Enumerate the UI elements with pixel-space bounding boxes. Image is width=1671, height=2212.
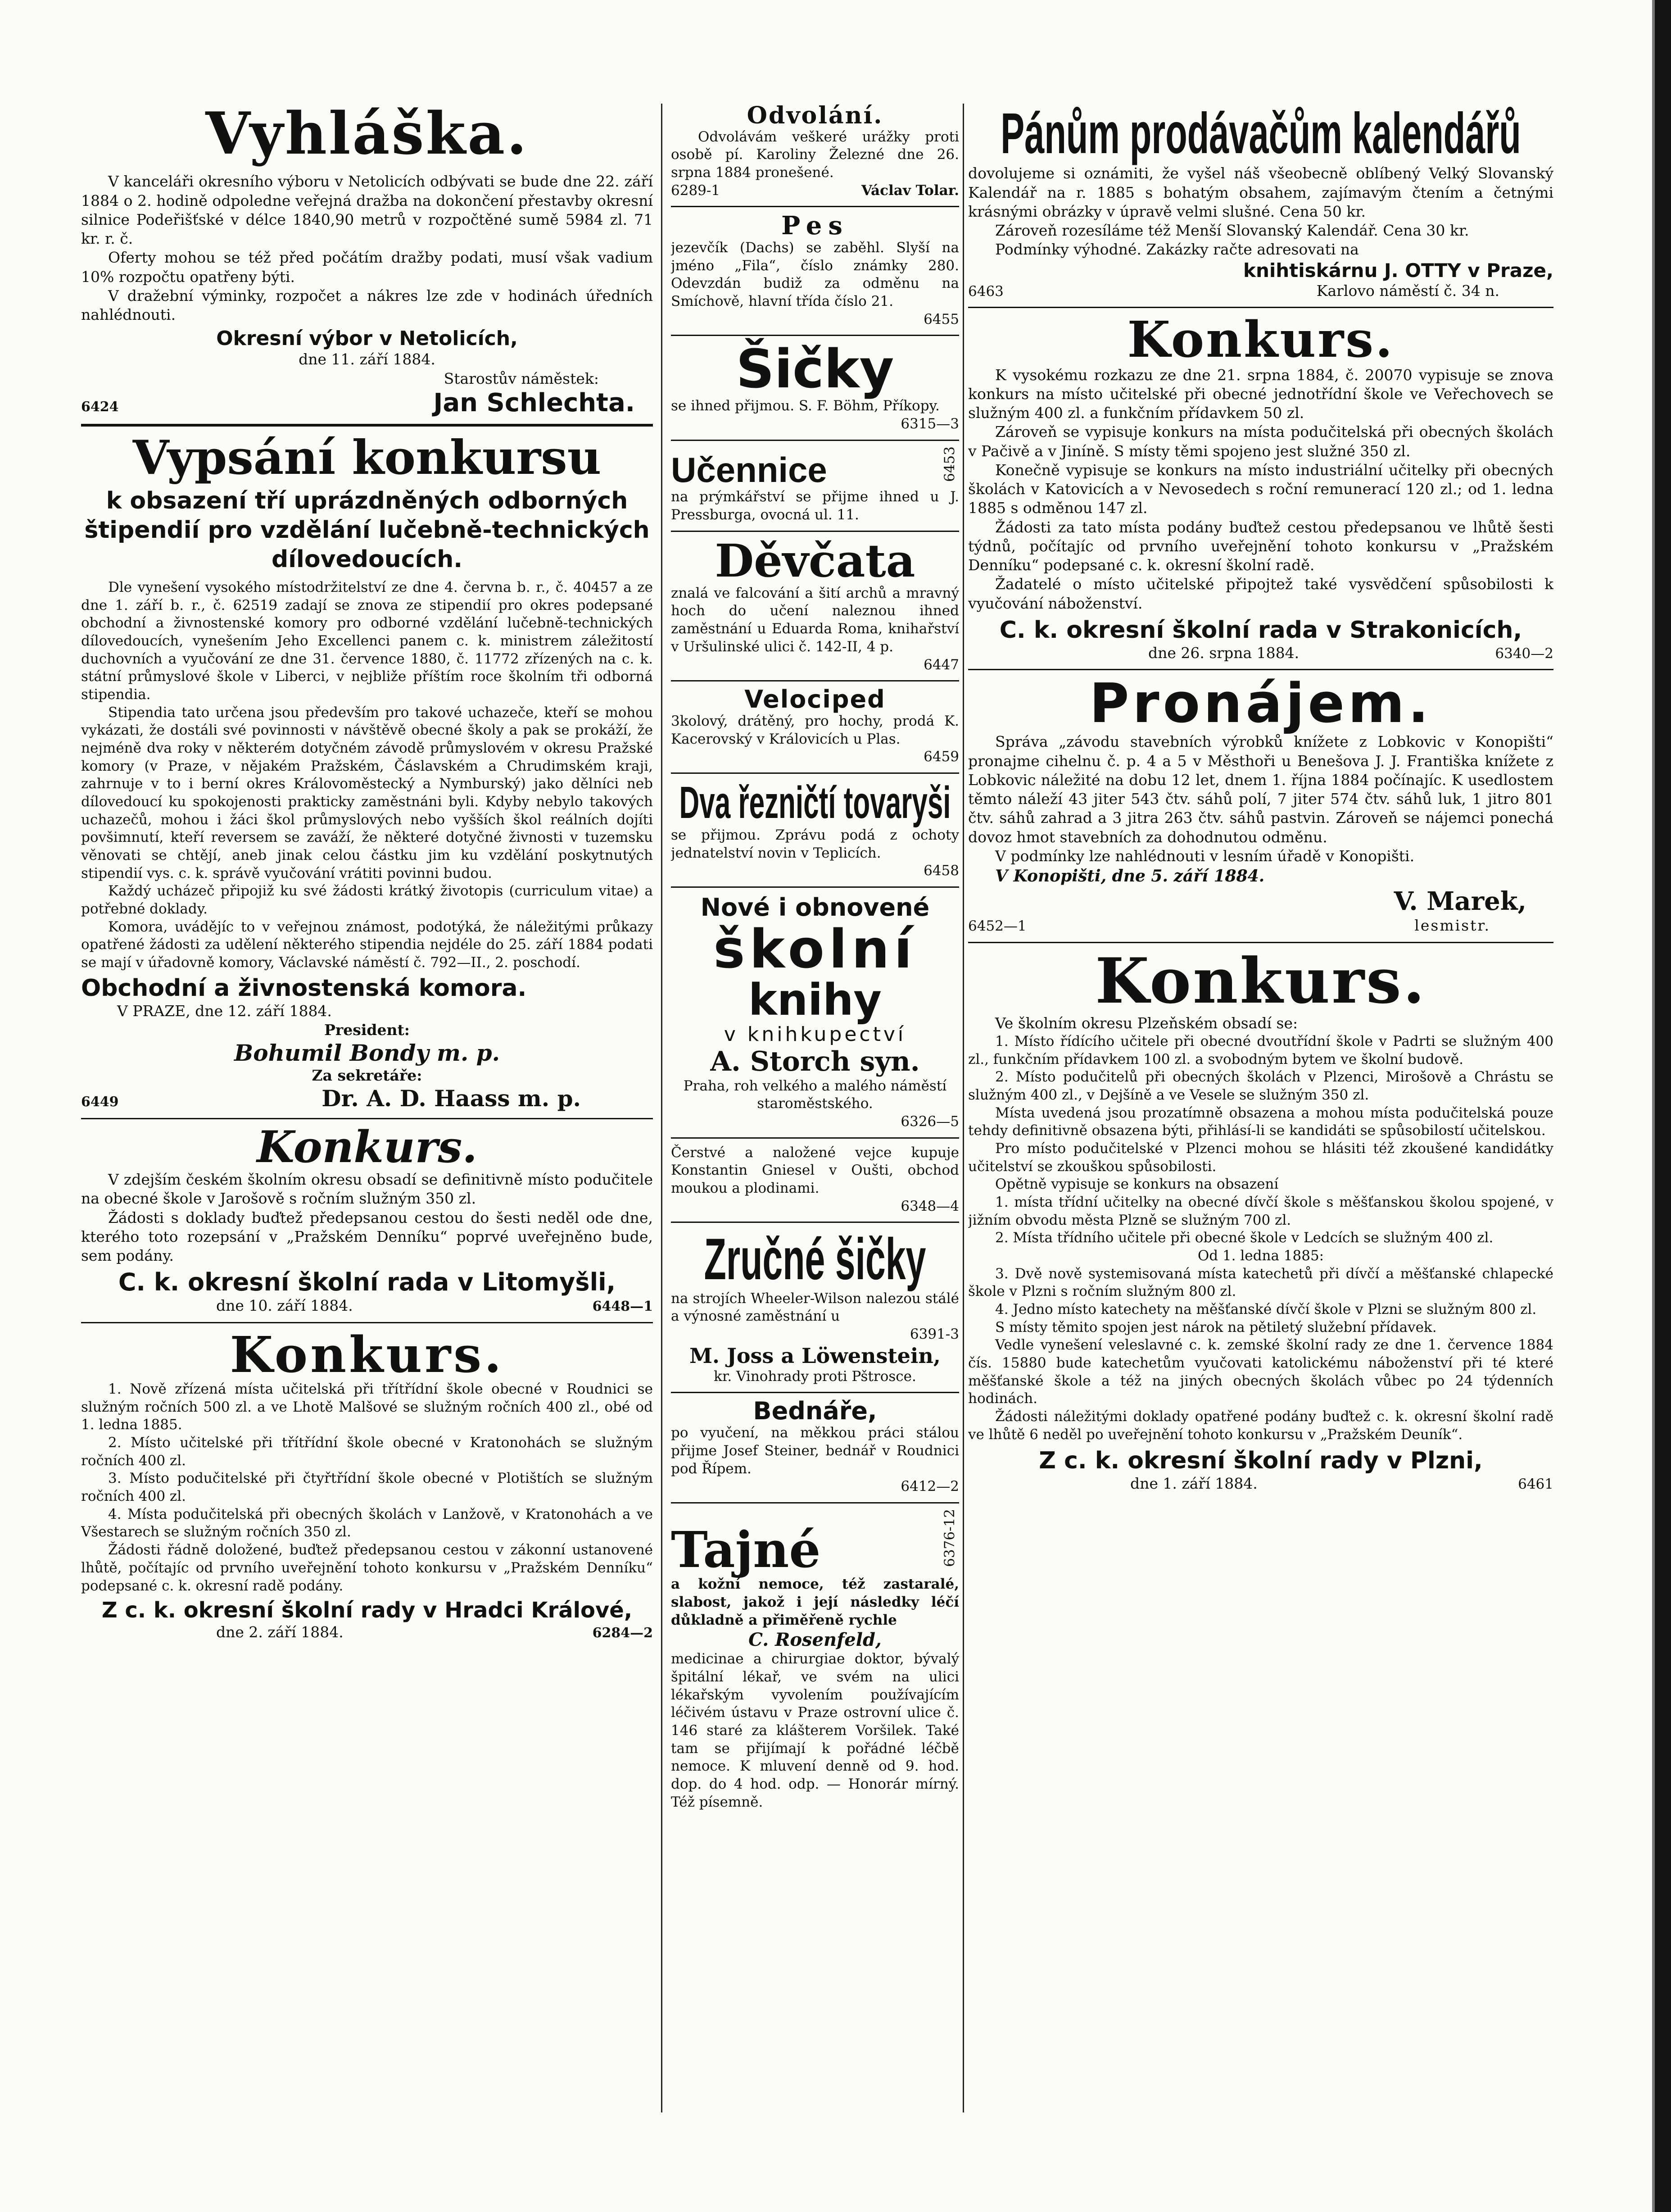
ad-konkurs-litomysl — [81, 1122, 653, 1315]
ad-text: Žadatelé o místo učitelské připojtež také vysvědčení spůsobilosti k vyučování náboženství. — [968, 575, 1553, 612]
ad-date: V PRAZE, dne 12. září 1884. — [117, 1002, 332, 1020]
ad-signer: Z c. k. okresní školní rady v Hradci Králové, — [101, 1598, 633, 1623]
divider — [671, 440, 959, 441]
ad-text: K vysokému rozkazu ze dne 21. srpna 1884, č. 20070 vypisuje se znova konkurs na místo učitelské při obecné jednotřídní škole ve Veřechovech se služným 400 zl. a funkčním přídavkem 50 zl. — [968, 366, 1553, 422]
ad-vyhlaska — [81, 104, 653, 418]
divider — [671, 1137, 959, 1139]
ad-side-number: 6376-12 — [942, 1508, 958, 1567]
ad-reznicti — [671, 779, 959, 880]
ad-text: Odvolávám veškeré urážky proti osobě pí. Karoliny Železné dne 26. srpna 1884 pronešené. — [671, 128, 959, 181]
ad-text: Podmínky výhodné. Zakázky račte adresovati na — [995, 241, 1359, 259]
divider — [671, 1222, 959, 1223]
ad-title: Bednáře, — [753, 1397, 877, 1426]
divider — [671, 680, 959, 681]
ad-text: 2. Místo podučitelů při obecných školách v Plzenci, Mirošově a Chrástu se služným 400 zl., v Dejšíně a ve Vesele se služným 350 zl. — [968, 1069, 1553, 1103]
ad-text: 4. Místa podučitelská při obecných školách v Lanžově, v Kratonohách a ve Všestarech se služným ročních 350 zl. — [81, 1506, 653, 1540]
ad-title: knihy — [748, 974, 882, 1025]
ad-number: 6461 — [1518, 1476, 1553, 1493]
ad-text: S místy těmito spojen jest nárok na pětiletý služební přídavek. — [995, 1319, 1437, 1335]
ad-odvolani — [671, 104, 959, 200]
ad-sicky — [671, 338, 959, 433]
ad-konkurs-hradec — [81, 1325, 653, 1642]
ad-number: 6463 — [968, 283, 1004, 300]
ad-title: Učennice — [671, 450, 827, 490]
ad-text: Správa „závodu stavebních výrobků knížete z Lobkovic v Konopišti“ pronajme cihelnu č. p. 4 a 5 v Městhoři u Benešova J. J. Františka knížete z Lobkovic náležité na dobu 12 let, dnem 1. října 1884 počínajíc. K usedlostem těmto náleží 43 jiter 543 čtv. sáhů polí, 7 jiter 574 čtv. sáhů luk, 1 jitro 801 čtv. sáhů zahrad a 3 jitra 263 čtv. sáhů pastvin. Zároveň se nájemci ponechá dovoz hmot stavebních za dohodnutou odměnu. — [968, 733, 1553, 846]
ad-name: Dr. A. D. Haass m. p. — [322, 1085, 581, 1112]
ad-date: dne 26. srpna 1884. — [1148, 644, 1300, 662]
ad-title: Děvčata — [715, 534, 915, 587]
ad-number: 6412—2 — [901, 1478, 959, 1495]
ad-name: Bohumil Bondy m. p. — [234, 1040, 500, 1067]
ad-konkurs-plzen — [968, 944, 1553, 1494]
ad-number: 6455 — [924, 311, 959, 327]
ad-title: Konkurs. — [1095, 944, 1426, 1017]
ad-pronajem — [968, 672, 1553, 935]
ad-name: M. Joss a Löwenstein, — [689, 1343, 941, 1368]
ad-title: Pronájem. — [1089, 672, 1432, 736]
column-left — [81, 104, 653, 2176]
ad-text: Ve školním okresu Plzeňském obsadí se: — [995, 1014, 1298, 1032]
ad-text: Praha, roh velkého a malého náměstí staroměstského. — [683, 1077, 947, 1112]
ad-role: lesmistr. — [1414, 917, 1490, 935]
ad-title: Dva řezničtí tovaryši — [679, 777, 951, 828]
ad-bednare — [671, 1399, 959, 1495]
ad-text: dovolujeme si oznámiti, že vyšel náš všeobecně oblíbený Velký Slovanský Kalendář na r. 1885 s bohatým obsahem, zajímavým čtením a četnými krásnými obrázky v úpravě velmi slušné. Cena 50 kr. — [968, 164, 1553, 220]
ad-number: 6340—2 — [1495, 645, 1553, 662]
ad-date: dne 11. září 1884. — [299, 350, 435, 368]
ad-number: 6452—1 — [968, 918, 1027, 935]
ad-text: Oferty mohou se též před počátím dražby podati, musí však vadium 10% rozpočtu opatřeny býti. — [81, 249, 653, 286]
ad-text: medicinae a chirurgiae doktor, bývalý špitální lékař, ve svém na ulici lékařským vyvolením používajícím léčivém ústavu v Praze ostrovní ulice č. 146 staré za klášterem Voršilek. Také tam se přijímají k pořádné léčbě nemoce. K mluvení denně od 9. hod. dop. do 4 hod. odp. — Honorár mírný. Též písemně. — [671, 1651, 959, 1810]
ad-text: Čerstvé a naložené vejce kupuje Konstantin Gniesel v Oušti, obchod moukou a plodinami. — [671, 1144, 959, 1196]
ad-title: Pes — [781, 211, 849, 241]
ad-title: Konkurs. — [257, 1122, 477, 1173]
ad-text: V kanceláři okresního výboru v Netolicích odbývati se bude dne 22. září 1884 o 2. hodině odpoledne veřejná dražba na dokončení přestavby okresní silnice Podeřišťské v délce 1840,90 metrů v rozpočtěné sumě 5984 zl. 71 kr. r. č. — [81, 173, 653, 248]
ad-text: 3kolový, drátěný, pro hochy, prodá K. Kacerovský v Královicích u Plas. — [671, 713, 959, 747]
ad-title: Konkurs. — [1127, 310, 1395, 369]
ad-firm: knihtiskárnu J. OTTY v Praze, — [1243, 259, 1553, 282]
ad-name: V. Marek, — [1394, 886, 1526, 917]
divider — [671, 1502, 959, 1503]
divider — [671, 206, 959, 207]
ad-title: Tajné — [671, 1520, 821, 1579]
divider — [671, 335, 959, 336]
ad-role: President: — [324, 1021, 410, 1039]
column-rule — [963, 104, 964, 2112]
ad-title: Velociped — [744, 685, 886, 714]
ad-subtitle: k obsazení tří uprázdněných odborných štipendií pro vzdělání lučebně-technických dílovedoucích. — [84, 487, 650, 573]
divider — [81, 1118, 653, 1119]
ad-doctor: C. Rosenfeld, — [748, 1629, 882, 1651]
ad-title: Vyhláška. — [205, 104, 529, 168]
ad-text: 1. místa třídní učitelky na obecné dívčí škole s měšťanskou školou spojené, v jižním obvodu města Plzně se služným 700 zl. — [968, 1194, 1553, 1228]
divider — [671, 772, 959, 774]
ad-text: V dražební výminky, rozpočet a nákres lze zde v hodinách úředních nahlédnouti. — [81, 286, 653, 324]
ad-text: na prýmkářství se přijme ihned u J. Pressburga, ovocná ul. 11. — [671, 489, 959, 523]
ad-number: 6449 — [81, 1094, 119, 1110]
ad-tajne — [671, 1509, 959, 1811]
ad-text: znalá ve falcování a šití archů a mravný hoch do učení naleznou ihned zaměstnání u Eduarda Roma, knihařství v Uršulinské ulici č. 142-II, 4 p. — [671, 585, 959, 655]
ad-text: Dle vynešení vysokého místodržitelství ze dne 4. června b. r., č. 40457 a ze dne 1. září b. r., č. 62519 zadají se znova ze stipendií pro okres podepsané obchodní a živnostenské komory pro odborné vzdělání lučebně-technických dílovedoucích, vynešením Jeho Excellenci panem c. k. ministrem záležitostí duchovních a vyučování ze dne 31. července 1880, č. 11772 zřízených na c. k. státní průmyslové škole v Liberci, v nejbliže příštím roce školním tři odborná stipendia. — [81, 579, 653, 703]
ad-text: jezevčík (Dachs) se zaběhl. Slyší na jméno „Fila“, číslo známky 280. Odevzdán budiž za odměnu na Smíchově, hlavní třída číslo 21. — [671, 240, 959, 310]
ad-number: 6458 — [924, 863, 959, 879]
ad-text: Komora, uvádějíc to v veřejnou známost, podotýká, že náležitými průkazy opatřené žádosti za udělení některého stipendia nejdéle do 25. září 1884 podati se mají v úřadovně komory, Václavské náměstí č. 792—II., 2. poschodí. — [81, 918, 653, 971]
ad-number: 6348—4 — [901, 1198, 959, 1214]
ad-text: Konečně vypisuje se konkurs na místo industriální učitelky při obecných školách v Katovicích a v Nevosedech s roční remunerací 120 zl.; od 1. ledna 1885 s odměnou 147 zl. — [968, 461, 1553, 517]
divider — [81, 424, 653, 427]
ad-signer: Okresní výbor v Netolicích, — [216, 327, 518, 350]
divider — [81, 1322, 653, 1323]
ad-place: V Konopišti, dne 5. září 1884. — [995, 867, 1265, 886]
ad-date: dne 10. září 1884. — [216, 1297, 353, 1315]
scan-edge — [1655, 0, 1671, 2212]
ad-text: 2. Místa třídního učitele při obecné škole v Ledcích se služným 400 zl. — [995, 1230, 1494, 1246]
ad-pes — [671, 213, 959, 328]
ad-number: 6315—3 — [901, 416, 959, 432]
ad-text: 1. Nově zřízená místa učitelská při třítřídní škole obecné v Roudnici se služným ročních 500 zl. a ve Lhotě Malšové se služným ročních 400 zl., obé od 1. ledna 1885. — [81, 1381, 653, 1433]
divider — [968, 942, 1553, 943]
ad-signer: Z c. k. okresní školní rady v Plzni, — [1039, 1447, 1483, 1475]
ad-signer: C. k. okresní školní rada v Strakonicích, — [999, 616, 1522, 644]
ad-text: se přijmou. Zprávu podá z ochoty jednatelství novin v Teplicích. — [671, 827, 959, 861]
ad-address: kr. Vinohrady proti Pštrosce. — [714, 1368, 916, 1385]
ad-velociped — [671, 687, 959, 766]
ad-signer: C. k. okresní školní rada v Litomyšli, — [118, 1268, 616, 1297]
ad-text: Žádosti za tato místa podány buďtež cestou předepsanou ve lhůtě šesti týdnů, počítajíc od prvního uveřejnění tohoto konkursu v „Pražském Denníku“ podepsané c. k. okresní školní radě. — [968, 518, 1553, 574]
ad-text: Každý ucházeč připojiž ku své žádosti krátký životopis (curriculum vitae) a potřebné doklady. — [81, 883, 653, 918]
ad-name: Jan Schlechta. — [433, 388, 635, 418]
ad-text: po vyučení, na měkkou práci stálou přijme Josef Steiner, bednář v Roudnici pod Řípem. — [671, 1425, 959, 1477]
ad-text: V zdejším českém školním okresu obsadí se definitivně místo podučitele na obecné škole v Jarošově s ročním služným 350 zl. — [81, 1171, 653, 1208]
ad-role: Starostův náměstek: — [444, 369, 599, 387]
ad-address: Karlovo náměstí č. 34 n. — [1316, 282, 1499, 300]
ad-number: 6391-3 — [910, 1326, 959, 1343]
ad-title: školní — [713, 918, 917, 980]
ad-text: Opětně vypisuje se konkurs na obsazení — [995, 1176, 1279, 1193]
column-middle — [671, 104, 959, 2176]
ad-kalendare — [968, 104, 1553, 300]
ad-title: Konkurs. — [230, 1325, 504, 1384]
ad-date: dne 2. září 1884. — [216, 1623, 344, 1641]
ad-side-number: 6453 — [942, 446, 958, 482]
ad-line: v knihkupectví — [724, 1022, 906, 1046]
ad-text: Zároveň se vypisuje konkurs na místa podučitelská při obecných školách v Pačivě a v Jiníně. S místy těmi spojeno jest služné 350 zl. — [968, 423, 1553, 460]
ad-name: Václav Tolar. — [861, 182, 959, 199]
ad-number: 6284—2 — [592, 1625, 653, 1641]
ad-firm: A. Storch syn. — [710, 1045, 920, 1077]
ad-title: Zručné šičky — [704, 1226, 926, 1292]
ad-vejce — [671, 1144, 959, 1216]
ad-text: Žádosti řádně doložené, buďtež předepsanou cestou v zákonní ustanovené lhůtě, počítajíc od prvního uveřejnění tohoto konkursu v „Pražském Denníku“ podepsané c. k. okresní radě podány. — [81, 1542, 653, 1594]
ad-text: na strojích Wheeler-Wilson nalezou stálé a výnosné zaměstnání u — [671, 1290, 959, 1325]
divider — [968, 307, 1553, 308]
ad-title: Šičky — [736, 338, 894, 400]
ad-ucennice — [671, 446, 959, 524]
ad-text: a kožní nemoce, též zastaralé, slabost, jakož i její následky léčí důkladně a přiměřeně rychle — [671, 1576, 959, 1628]
ad-title: Odvolání. — [747, 104, 883, 129]
ad-devcata — [671, 534, 959, 674]
ad-number: 6447 — [924, 656, 959, 673]
ad-text: V podmínky lze nahlédnouti v lesním úřadě v Konopišti. — [995, 847, 1415, 865]
ad-zrucne-sicky — [671, 1228, 959, 1385]
ad-number: 6459 — [924, 749, 959, 765]
divider — [671, 886, 959, 888]
ad-text: Žádosti náležitými doklady opatřené podány buďtež c. k. okresní školní radě ve lhůtě 6 neděl po uveřejnění tohoto konkursu v „Pražském Deuník“. — [968, 1408, 1553, 1443]
ad-date: dne 1. září 1884. — [1130, 1475, 1258, 1493]
column-rule — [661, 104, 662, 2112]
ad-number: 6289-1 — [671, 182, 720, 199]
ad-text: 1. Místo řídícího učitele při obecné dvoutřídní škole v Padrti se služným 400 zl., funkčním přídavkem 100 zl. a svobodným bytem ve školní budově. — [968, 1033, 1553, 1067]
ad-text: 3. Místo podučitelské při čtyřtřídní škole obecné v Plotištích se služným ročních 400 zl. — [81, 1470, 653, 1505]
ad-number: 6448—1 — [592, 1299, 653, 1315]
divider — [671, 1392, 959, 1393]
ad-text: se ihned přijmou. S. F. Böhm, Příkopy. — [671, 398, 940, 414]
column-right — [968, 104, 1553, 2176]
ad-text: Vedle vynešení veleslavné c. k. zemské školní rady ze dne 1. července 1884 čís. 15880 bude katechetům vyučovati katolickému náboženství při té které měšťanské škole a též na jiných obecných školách vůbec po 24 týdenních hodinách. — [968, 1337, 1553, 1407]
ad-number: 6424 — [81, 399, 119, 415]
ad-role: Za sekretáře: — [312, 1067, 422, 1085]
ad-text: Zároveň rozesíláme též Menší Slovanský Kalendář. Cena 30 kr. — [995, 222, 1469, 240]
ad-text: 4. Jedno místo katechety na měšťanské dívčí škole v Plzni se služným 800 zl. — [995, 1301, 1537, 1318]
ad-text: Žádosti s doklady buďtež předepsanou cestou do šesti neděl ode dne, kterého toto rozepsání v „Pražském Denníku“ poprvé uveřejněno bude, sem podány. — [81, 1208, 653, 1265]
ad-signer: Obchodní a živnostenská komora. — [81, 974, 527, 1002]
ad-konkurs-strakonice — [968, 310, 1553, 663]
ad-line: Nové i obnovené — [700, 893, 930, 922]
ad-text: Pro místo podučitelské v Plzenci mohou se hlásiti též zkoušené kandidátky učitelství se zkouškou spůsobilosti. — [968, 1140, 1553, 1175]
ad-text: Od 1. ledna 1885: — [1197, 1248, 1324, 1264]
ad-text: Stipendia tato určena jsou především pro takové uchazeče, kteří se mohou vykázati, že dostáli své povinnosti v návštěvě obecné školy a pak se prokáží, že nejméně dva roky v některém dotyčném závodě průmyslovém v okresu Pražské komory (v Praze, v nějakém Pražském, Čáslavském a Chrudimském kraji, zahrnuje v to i berní okres Královoměstecký a Nymburský) jako dělníci neb dílovedoucí ku spokojenosti prakticky zaměstnáni byli. Kdyby nebylo takových uchazečů, mohou i žáci škol průmyslových nebo vyšších škol reálních dojíti povšimnutí, kteří reversem se zaváží, že některé dotyčné živnosti v tuzemsku věnovati se chtějí, aneb jinak celou částku jim ku vzdělání poskytnutých stipendií vys. c. k. správě vyučování vrátiti povinni budou. — [81, 704, 653, 881]
ad-konkursu — [81, 429, 653, 1112]
ad-text: Místa uvedená jsou prozatímně obsazena a mohou místa podučitelská pouze tehdy definitivně obsazena býti, přihlásí-li se kandidáti se spůsobilostí učitelskou. — [968, 1104, 1553, 1139]
scan-edge-shadow — [1652, 0, 1655, 2212]
ad-skolni-knihy — [671, 893, 959, 1131]
ad-title: Vypsání konkursu — [132, 429, 602, 485]
divider — [968, 669, 1553, 670]
ad-number: 6326—5 — [901, 1113, 959, 1130]
ad-title: Pánům prodávačům kalendářů — [1001, 104, 1521, 166]
divider — [671, 531, 959, 532]
ad-text: 3. Dvě nově systemisovaná místa katechetů při dívčí a měšťanské chlapecké škole v Plzni s ročním služným 800 zl. — [968, 1265, 1553, 1300]
ad-text: 2. Místo učitelské při třítřídní škole obecné v Kratonohách se služným ročních 400 zl. — [81, 1435, 653, 1469]
